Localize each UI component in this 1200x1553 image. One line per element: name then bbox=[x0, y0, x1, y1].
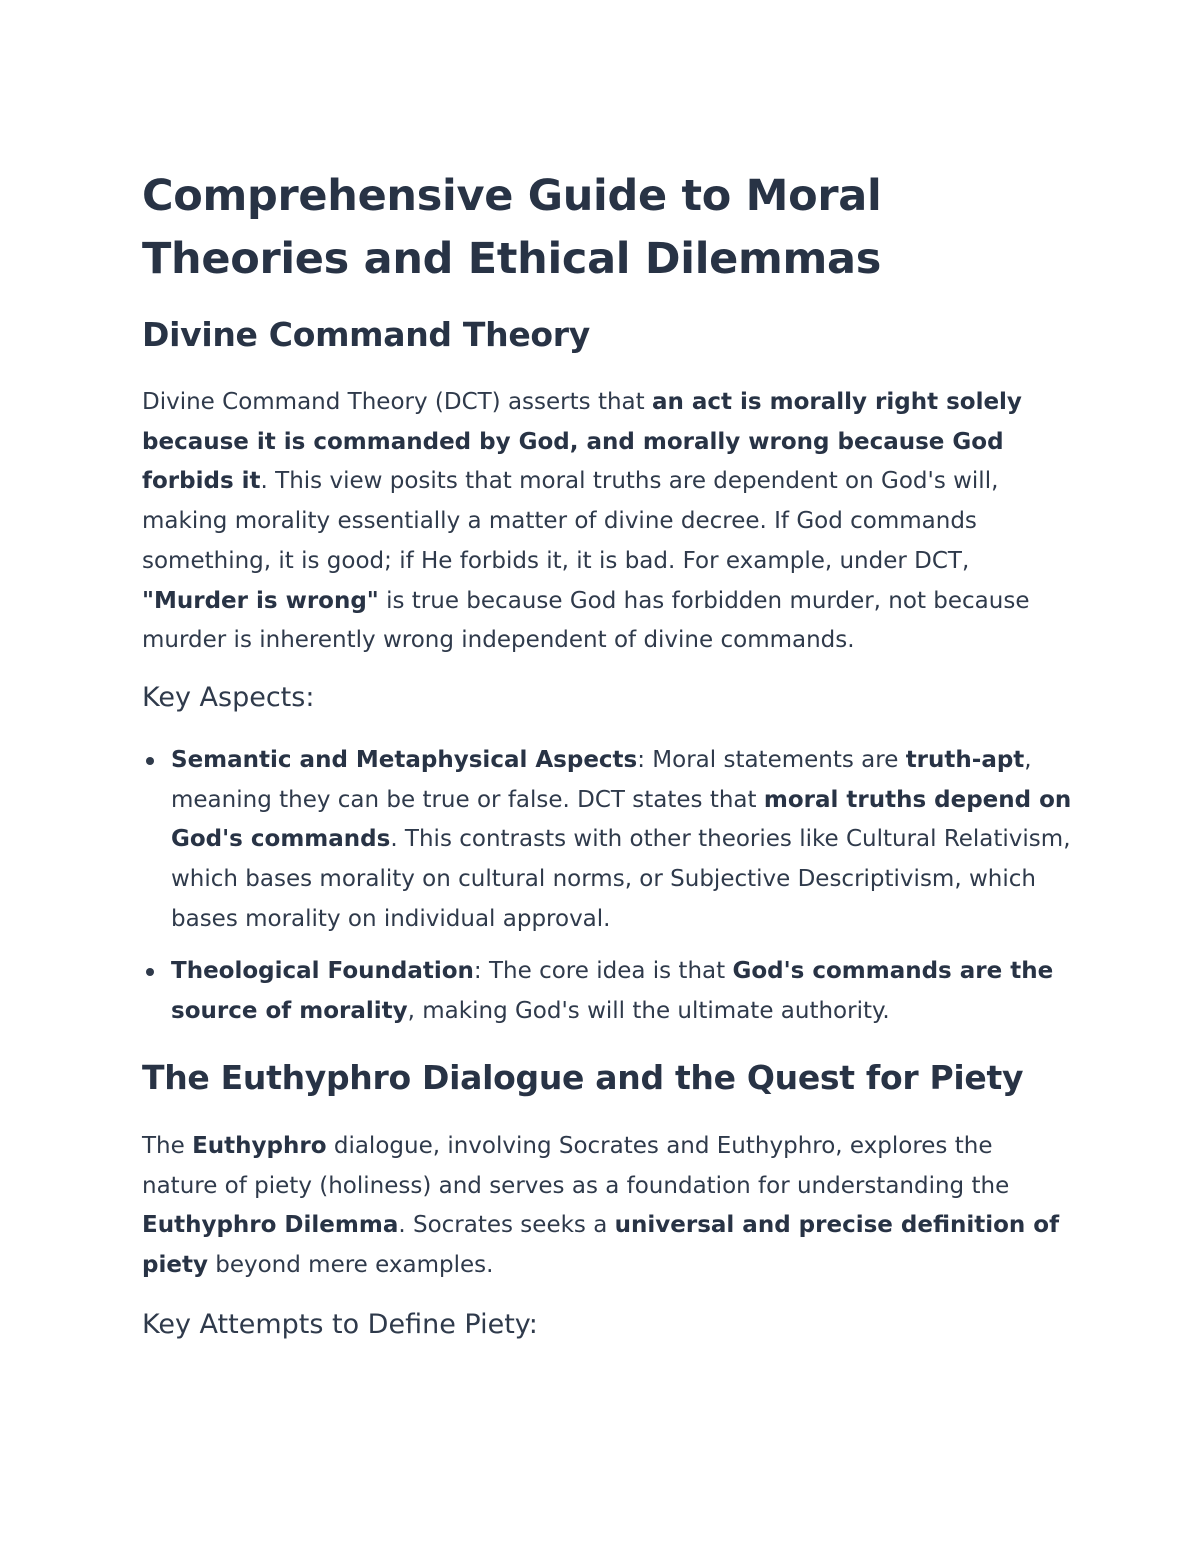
text-run: : The core idea is that bbox=[473, 958, 733, 985]
bullet-icon bbox=[146, 757, 154, 765]
text-run: . This contrasts with other theories like Cultural Relativism, which bases morality on cultural norms, or Subjective Descriptivism, which bases morality on individual approval. bbox=[171, 826, 1071, 932]
section-heading-euthyphro: The Euthyphro Dialogue and the Quest for Piety bbox=[142, 1057, 1024, 1097]
document-title: Comprehensive Guide to Moral Theories and Ethical Dilemmas bbox=[142, 171, 882, 284]
document-page bbox=[142, 165, 1072, 1343]
text-run: Divine Command Theory (DCT) asserts that bbox=[142, 389, 652, 415]
subheading-key-aspects: Key Aspects: bbox=[142, 681, 315, 713]
list-item-theological-foundation bbox=[171, 952, 1072, 1031]
bold-run: universal and precise definition of piety bbox=[142, 1212, 1060, 1278]
text-run: , meaning they can be true or false. DCT states that bbox=[171, 746, 1032, 813]
paragraph-dct-definition bbox=[142, 383, 1072, 661]
key-aspects-list bbox=[142, 741, 1072, 1032]
bullet-icon bbox=[146, 968, 154, 976]
bold-run: "Murder is wrong" bbox=[142, 587, 379, 614]
bold-run: an act is morally right solely because it is commanded by God, and morally wrong because God forbids it bbox=[142, 389, 1022, 495]
bold-run: Semantic and Metaphysical Aspects bbox=[171, 746, 638, 773]
text-run: The bbox=[142, 1132, 193, 1159]
section-heading-divine-command-theory: Divine Command Theory bbox=[142, 315, 590, 354]
text-run: , making God's will the ultimate authority. bbox=[407, 998, 890, 1025]
bold-run: Euthyphro bbox=[192, 1132, 327, 1159]
text-run: is true because God has forbidden murder, not because murder is inherently wrong independent of divine commands. bbox=[142, 587, 1030, 654]
text-run: . This view posits that moral truths are dependent on God's will, making morality essentially a matter of divine decree. If God commands something, it is good; if He forbids it, it is bad. For example, under DCT, bbox=[142, 468, 999, 574]
bold-run: Theological Foundation bbox=[171, 958, 474, 985]
bold-run: Euthyphro Dilemma bbox=[142, 1212, 399, 1239]
subheading-key-attempts-piety: Key Attempts to Define Piety: bbox=[142, 1308, 538, 1340]
bold-run: moral truths depend on God's commands bbox=[171, 786, 1072, 853]
text-run: . Socrates seeks a bbox=[398, 1212, 615, 1239]
text-run: beyond mere examples. bbox=[207, 1251, 494, 1278]
list-item-semantic-metaphysical bbox=[171, 741, 1072, 940]
text-run: : Moral statements are bbox=[637, 746, 906, 773]
text-run: dialogue, involving Socrates and Euthyphro, explores the nature of piety (holiness) and serves as a foundation for understanding the bbox=[142, 1132, 1010, 1199]
bold-run: truth-apt bbox=[905, 746, 1025, 773]
bold-run: God's commands are the source of morality bbox=[171, 958, 1054, 1025]
paragraph-euthyphro bbox=[142, 1127, 1072, 1286]
